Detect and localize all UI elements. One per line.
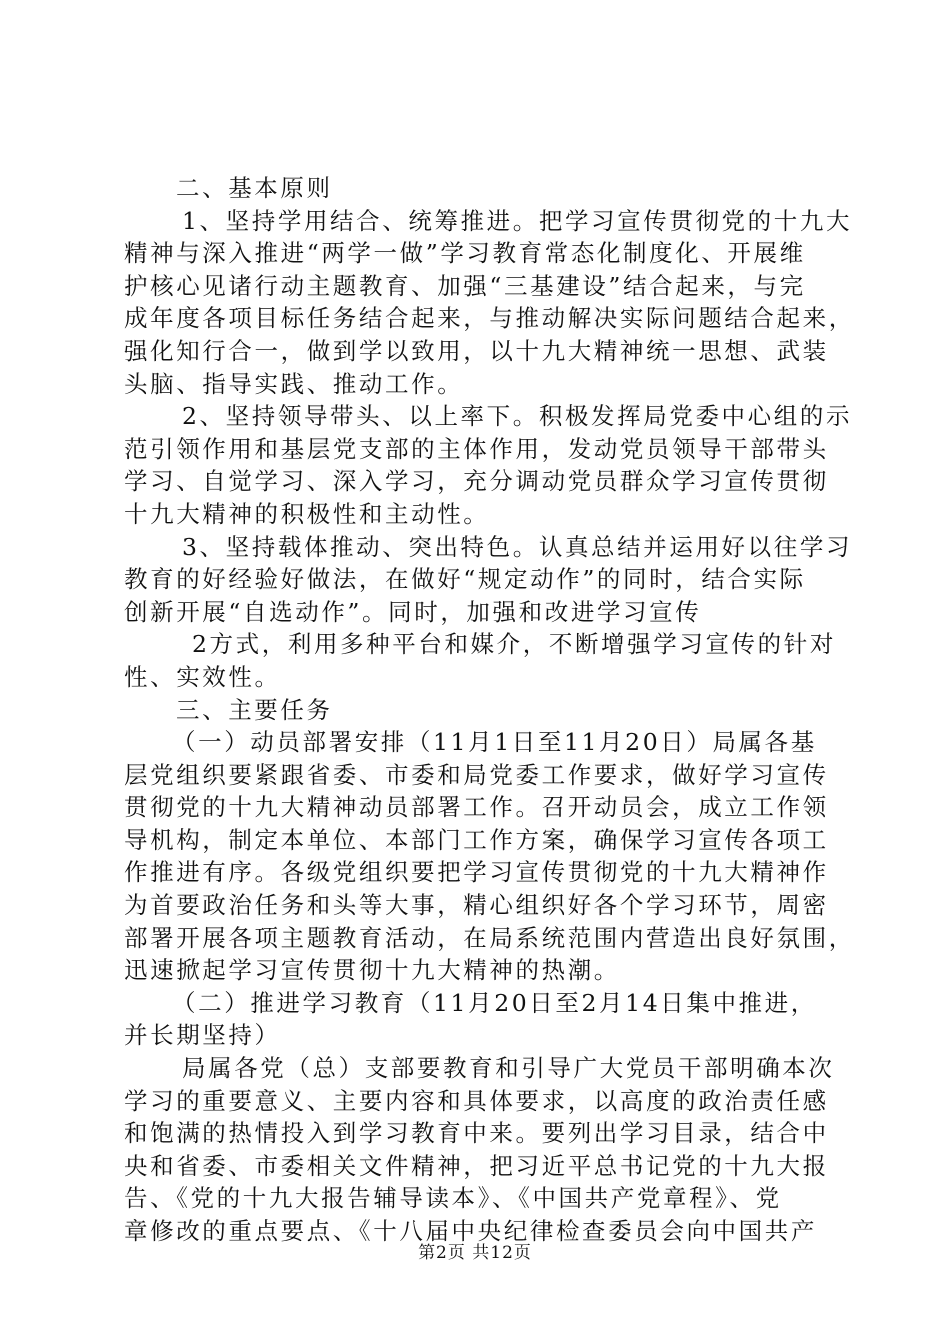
paragraph-line: 强化知行合一，做到学以致用，以十九大精神统一思想、武装 (124, 336, 829, 365)
paragraph-line: 性、实效性。 (124, 662, 281, 691)
paragraph-line: 头脑、指导实践、推动工作。 (124, 369, 464, 398)
paragraph-line: 2、坚持领导带头、以上率下。积极发挥局党委中心组的示 (182, 402, 853, 431)
paragraph-line: 3、坚持载体推动、突出特色。认真总结并运用好以往学习 (182, 532, 853, 561)
paragraph-line: 章修改的重点要点、《十八届中央纪律检查委员会向中国共产 (124, 1217, 817, 1245)
paragraph-line: 十九大精神的积极性和主动性。 (124, 499, 490, 528)
paragraph-line: 导机构，制定本单位、本部门工作方案，确保学习宣传各项工 (124, 825, 829, 854)
page-number-footer: 第2页 共12页 (418, 1243, 532, 1263)
paragraph-line: 成年度各项目标任务结合起来，与推动解决实际问题结合起来， (124, 304, 855, 333)
paragraph-line: 护核心见诸行动主题教育、加强“三基建设”结合起来，与完 (124, 271, 806, 300)
paragraph-line: 并长期坚持） (124, 1021, 281, 1050)
paragraph-line: 央和省委、市委相关文件精神，把习近平总书记党的十九大报 (124, 1151, 829, 1180)
paragraph-line: 学习、自觉学习、深入学习，充分调动党员群众学习宣传贯彻 (124, 467, 829, 496)
paragraph-line: 创新开展“自选动作”。同时，加强和改进学习宣传 (124, 597, 702, 626)
paragraph-line: （一）动员部署安排（11月1日至11月20日）局属各基 (172, 728, 817, 757)
paragraph-line: 范引领作用和基层党支部的主体作用，发动党员领导干部带头 (124, 434, 829, 463)
paragraph-line: 2方式，利用多种平台和媒介，不断增强学习宣传的针对 (192, 630, 836, 659)
paragraph-line: （二）推进学习教育（11月20日至2月14日集中推进， (172, 988, 817, 1017)
section-heading: 三、主要任务 (176, 695, 333, 724)
paragraph-line: 精神与深入推进“两学一做”学习教育常态化制度化、开展维 (124, 239, 806, 268)
paragraph-line: 部署开展各项主题教育活动，在局系统范围内营造出良好氛围， (124, 923, 855, 952)
paragraph-line: 和饱满的热情投入到学习教育中来。要列出学习目录，结合中 (124, 1119, 829, 1148)
paragraph-line: 教育的好经验好做法，在做好“规定动作”的同时，结合实际 (124, 565, 806, 594)
paragraph-line: 作推进有序。各级党组织要把学习宣传贯彻党的十九大精神作 (124, 858, 829, 887)
paragraph-line: 迅速掀起学习宣传贯彻十九大精神的热潮。 (124, 956, 620, 985)
document-body (124, 172, 855, 1248)
paragraph-line: 层党组织要紧跟省委、市委和局党委工作要求，做好学习宣传 (124, 760, 829, 789)
paragraph-line: 学习的重要意义、主要内容和具体要求，以高度的政治责任感 (124, 1086, 829, 1115)
paragraph-line: 1、坚持学用结合、统筹推进。把学习宣传贯彻党的十九大 (182, 206, 853, 235)
paragraph-line: 为首要政治任务和头等大事，精心组织好各个学习环节，周密 (124, 891, 829, 920)
paragraph-line: 告、《党的十九大报告辅导读本》、《中国共产党章程》、党 (124, 1184, 782, 1213)
paragraph-line: 局属各党（总）支部要教育和引导广大党员干部明确本次 (182, 1054, 835, 1083)
paragraph-line: 贯彻党的十九大精神动员部署工作。召开动员会，成立工作领 (124, 793, 829, 822)
section-heading: 二、基本原则 (176, 174, 333, 202)
